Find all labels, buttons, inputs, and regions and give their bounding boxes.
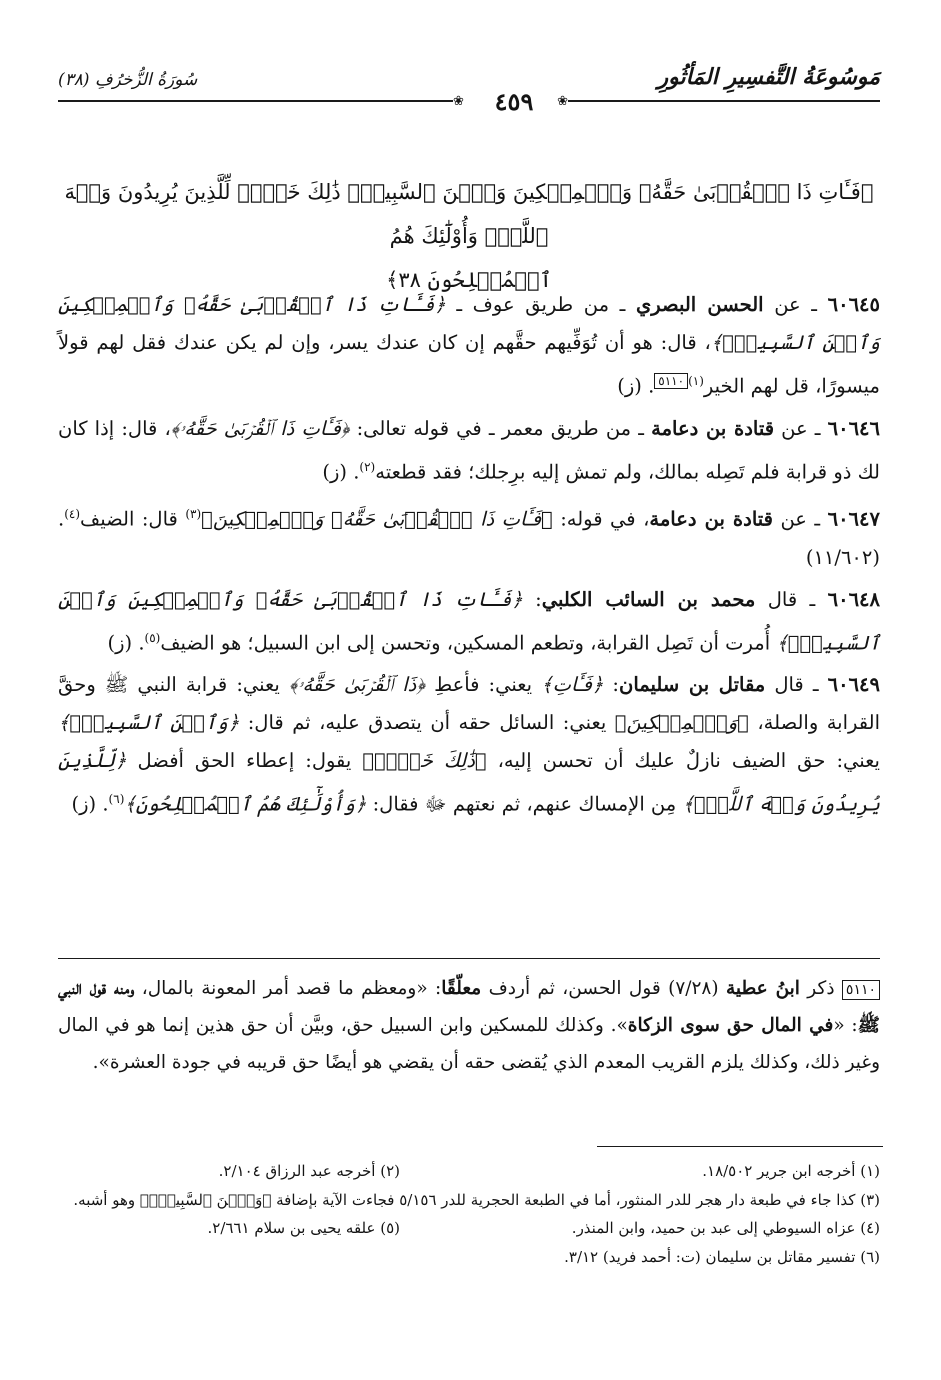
- footnotes-divider: [597, 1146, 883, 1147]
- quran-quote: ﴿فَـَٔاتِ﴾: [541, 673, 604, 696]
- narrator-name: قتادة بن دعامة: [651, 416, 775, 440]
- narration-text: مِن الإمساك عنهم، ثم نعتهم ﷻ فقال:: [366, 792, 683, 816]
- narration-text: ـ من طريق عوف ـ: [445, 293, 637, 316]
- ornament-icon: ❀: [453, 94, 464, 109]
- commentary-emphasis: في المال حق سوى الزكاة: [627, 1015, 834, 1036]
- narration-item: [58, 666, 880, 824]
- narration-text: ، قال: هو أن تُوَفِّيهم حقَّهم إن كان عندك يسر، وإن لم يكن عندك فقل لهم قولاً ميسورًا، قل لهم الخير: [58, 331, 880, 398]
- footnote-marker: (٢): [359, 459, 376, 474]
- quran-verse: [58, 170, 880, 302]
- narrator-name: مقاتل بن سليمان: [619, 673, 766, 696]
- commentary-text: : «: [833, 1015, 858, 1036]
- narration-text: . (ز): [107, 631, 145, 654]
- quran-quote: ﴿فَـَٔاتِ ذَا ٱلۡقُرۡبَىٰ حَقَّهُۥ وَٱلۡمِسۡكِينَ وَٱبۡنَ ٱلسَّبِيلِۚ﴾: [58, 293, 880, 354]
- narration-text: أُمرت أن تَصِل القرابة، وتطعم المسكين، وتحسن إلى ابن السبيل؛ هو الضيف: [160, 631, 777, 654]
- commentary-text: ». وكذلك للمسكين وابن السبيل حق، وبيَّن أن حق هذين إنما هو في المال وغير ذلك، وكذلك يلزم القريب المعدم الذي يُقضى حقه أن يقضي هو أيضًا حق قريبه في جودة العشرة».: [58, 1015, 880, 1073]
- commentary-emphasis: معلّقًا: [441, 978, 482, 999]
- narration-number: ٦٠٦٤٨: [827, 587, 880, 611]
- narration-number: ٦٠٦٤٧: [827, 507, 880, 531]
- narration-text: قال: الضيف: [80, 507, 186, 531]
- footnote-marker: (٤): [64, 507, 81, 521]
- footnote-item: (٣) كذا جاء في طبعة دار هجر للدر المنثور، أما في الطبعة الحجرية للدر ٥/١٥٦ فجاءت الآية بإضافة ﴿وَٱبۡنَ ٱلسَّبِيلِۚ﴾ وهو أشبه.: [73, 1190, 880, 1209]
- quran-quote: ﴿وَٱلۡمِسۡكِينَ﴾: [614, 711, 749, 734]
- narration-text: يعني: حق الضيف نازلٌ عليك أن تحسن إليه،: [486, 749, 880, 772]
- quran-quote: ﴿لِّلَّذِينَ يُرِيدُونَ وَجۡهَ ٱللَّهِۖ﴾: [58, 749, 880, 816]
- footnote-marker: (٣): [185, 507, 202, 521]
- verse-line: ﴿فَـَٔاتِ ذَا ٱلۡقُرۡبَىٰ حَقَّهُۥ وَٱلۡمِسۡكِينَ وَٱبۡنَ ٱلسَّبِيلِۚ ذَٰلِكَ خَيۡرٞ لِّلَّذِينَ يُرِيدُونَ وَجۡهَ ٱللَّهِۖ وَأُوْلَٰٓئِكَ هُمُ: [64, 180, 874, 248]
- quran-quote: ﴿وَٱبۡنَ ٱلسَّبِيلِۚ﴾: [58, 711, 240, 734]
- quran-quote: ﴿فَـَٔاتِ ذَا ٱلۡقُرۡبَىٰ حَقَّهُۥ وَٱلۡمِسۡكِينَ﴾: [201, 507, 553, 531]
- narration-text: ـ عن: [763, 293, 828, 316]
- verse-line: ٱلۡمُفۡلِحُونَ ٣٨﴾: [386, 268, 552, 292]
- narration-text: ـ عن: [774, 416, 828, 440]
- narration-text: يعني: قرابة النبي ﷺ وحقَّ القرابة والصلة،: [58, 673, 881, 734]
- quran-quote: ﴿ذَٰلِكَ خَيۡرٞ﴾: [362, 749, 487, 772]
- narration-item: [58, 581, 880, 663]
- commentary-text: : «ومعظم ما قصد أمر المعونة بالمال،: [134, 978, 442, 999]
- narration-item: [58, 286, 880, 406]
- surah-name: سُورَةُ الزُّخرُفِ (٣٨): [58, 70, 198, 90]
- narration-item: [58, 410, 880, 492]
- narration-item: [58, 495, 880, 577]
- footnote-item: (١) أخرجه ابن جرير ١٨/٥٠٢.: [702, 1162, 880, 1180]
- narration-text: . (ز): [617, 374, 655, 398]
- narration-text: يقول: إعطاء الحق أفضل: [126, 749, 363, 772]
- narration-text: ـ من طريق معمر ـ في قوله تعالى:: [349, 416, 652, 440]
- footnote-row: [58, 1214, 880, 1243]
- book-title: مَوسُوعَةُ التَّفسِيرِ المَأثُورِ: [657, 64, 880, 90]
- footnote-marker: (٥): [144, 630, 161, 645]
- quran-quote: ﴿وَأُوْلَٰٓئِكَ هُمُ ٱلۡمُفۡلِحُونَ﴾: [124, 792, 367, 816]
- narration-text: ـ قال: [755, 587, 828, 611]
- page-number: ٤٥٩: [494, 87, 534, 116]
- quran-quote: ﴿ذَا ٱلۡقُرۡبَىٰ حَقَّهُۥ﴾: [288, 673, 426, 696]
- narration-number: ٦٠٦٤٩: [827, 673, 880, 696]
- footnote-row: [58, 1243, 880, 1272]
- narrator-name: قتادة بن دعامة: [649, 507, 773, 531]
- narration-text: ـ قال: [765, 673, 828, 696]
- running-header: [58, 60, 880, 126]
- narration-text: :: [522, 587, 542, 611]
- footnote-item: (٢) أخرجه عبد الرزاق ٢/١٠٤.: [218, 1162, 400, 1180]
- commentary-note: [58, 970, 880, 1081]
- header-rule-left: [58, 100, 453, 102]
- commentary-divider: [58, 958, 880, 959]
- narrations: [58, 286, 880, 828]
- footnotes: [58, 1157, 880, 1271]
- commentary-text: ذكر: [799, 978, 842, 999]
- footnote-marker: (١): [688, 374, 704, 388]
- narration-text: . (ز): [322, 460, 360, 483]
- narration-text: . (ز): [71, 792, 109, 816]
- narration-text: . (١١/٦٠٢): [58, 507, 880, 569]
- narration-text: يعني: السائل حقه أن يتصدق عليه، ثم قال:: [239, 711, 615, 734]
- narration-number: ٦٠٦٤٦: [827, 416, 880, 440]
- footnote-item: (٤) عزاه السيوطي إلى عبد بن حميد، وابن المنذر.: [571, 1219, 880, 1237]
- quran-quote: ﴿فَـَٔاتِ ذَا ٱلۡقُرۡبَىٰ حَقَّهُۥ وَٱلۡمِسۡكِينَ وَٱبۡنَ ٱلسَّبِيلِۚ﴾: [58, 587, 880, 654]
- narration-text: ، في قوله:: [552, 507, 650, 531]
- footnote-item: (٥) علقه يحيى بن سلام ٢/٦٦١.: [207, 1219, 400, 1237]
- footnote-item: (٦) تفسير مقاتل بن سليمان (ت: أحمد فريد) ٣/١٢.: [564, 1247, 880, 1266]
- header-rule-right: [568, 100, 880, 102]
- commentary-emphasis: ومنه قول النبي ﷺ: [58, 978, 880, 1036]
- commentary-ref-badge: ٥١١٠: [842, 980, 880, 1000]
- commentary-text: (٧/٢٨) قول الحسن، ثم أردف: [481, 978, 726, 999]
- narration-text: ، قال: إذا كان لك ذو قرابة فلم تَصِله بمالك، ولم تمش إليه برِجلك؛ فقد قطعته: [58, 416, 880, 483]
- narration-text: ـ عن: [772, 507, 828, 531]
- narration-text: :: [603, 673, 619, 696]
- commentary-ref-badge: ٥١١٠: [654, 373, 688, 389]
- footnote-marker: (٦): [108, 792, 125, 806]
- footnote-row: [58, 1157, 880, 1186]
- narration-text: يعني: فأعطِ: [425, 673, 542, 696]
- narrator-name: محمد بن السائب الكلبي: [541, 587, 756, 611]
- narration-number: ٦٠٦٤٥: [827, 293, 880, 316]
- commentary-emphasis: ابنُ عطية: [725, 978, 800, 999]
- quran-quote: ﴿فَـَٔاتِ ذَا ٱلۡقُرۡبَىٰ حَقَّهُۥ﴾: [170, 416, 350, 440]
- narrator-name: الحسن البصري: [636, 293, 764, 316]
- ornament-icon: ❀: [557, 94, 568, 109]
